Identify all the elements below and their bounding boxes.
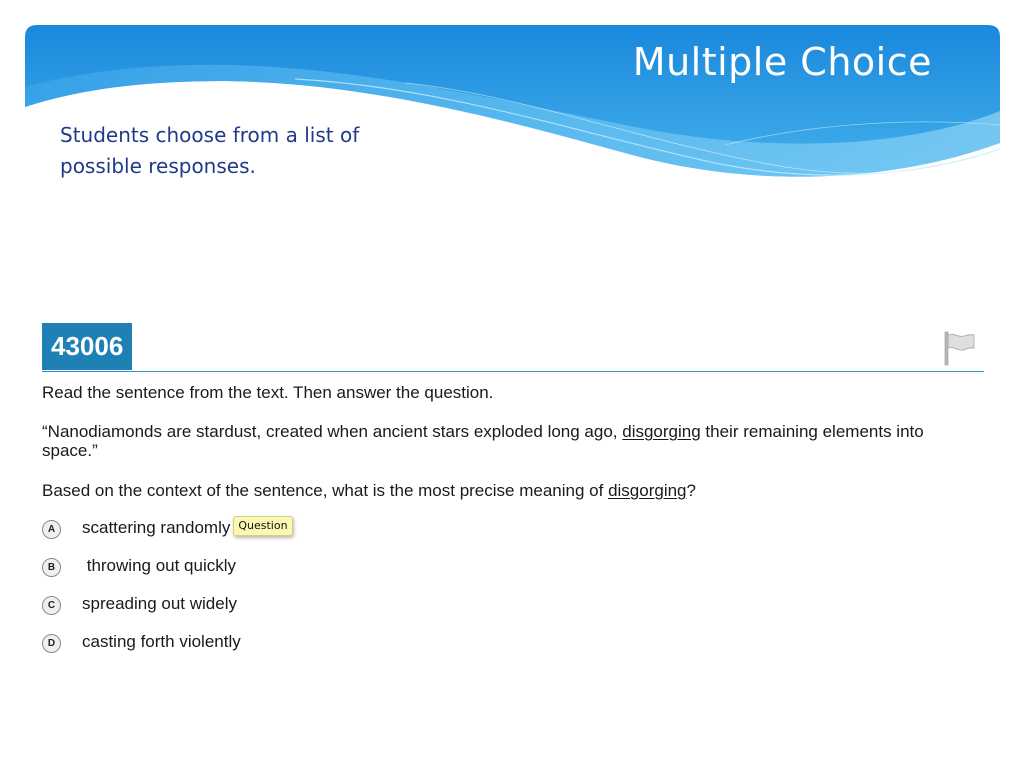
option-d-text[interactable]: casting forth violently bbox=[82, 632, 241, 651]
prompt-underlined-word: disgorging bbox=[608, 481, 687, 500]
quote-underlined-word: disgorging bbox=[622, 422, 701, 441]
flag-icon[interactable] bbox=[942, 330, 976, 366]
quote-text-after: their remaining elements into space.” bbox=[42, 422, 924, 460]
item-id-badge: 43006 bbox=[42, 323, 132, 370]
option-b-bubble[interactable]: B bbox=[42, 558, 61, 577]
option-a-bubble[interactable]: A bbox=[42, 520, 61, 539]
option-b-text[interactable]: throwing out quickly bbox=[82, 556, 237, 575]
slide-subtitle: Students choose from a list of possible responses. bbox=[60, 123, 360, 178]
slide-title: Multiple Choice bbox=[632, 40, 932, 84]
quote-text-before: “Nanodiamonds are stardust, created when ancient stars exploded long ago, bbox=[42, 422, 623, 441]
answer-option-c[interactable] bbox=[42, 593, 972, 631]
question-quote bbox=[42, 422, 972, 460]
prompt-text-after: ? bbox=[686, 481, 696, 500]
prompt-text-before: Based on the context of the sentence, what is the most precise meaning of bbox=[42, 481, 609, 500]
option-c-bubble[interactable]: C bbox=[42, 596, 61, 615]
item-header bbox=[42, 323, 984, 372]
question-panel bbox=[42, 383, 972, 669]
question-prompt bbox=[42, 481, 972, 500]
option-a-text[interactable]: scattering randomly bbox=[82, 518, 231, 537]
option-d-bubble[interactable]: D bbox=[42, 634, 61, 653]
question-tooltip: Question bbox=[233, 516, 292, 536]
answer-options bbox=[42, 517, 972, 669]
option-c-text[interactable]: spreading out widely bbox=[82, 594, 237, 613]
answer-option-d[interactable] bbox=[42, 631, 972, 669]
answer-option-b[interactable] bbox=[42, 555, 972, 593]
answer-option-a[interactable] bbox=[42, 517, 972, 555]
question-instruction: Read the sentence from the text. Then answer the question. bbox=[42, 383, 494, 402]
